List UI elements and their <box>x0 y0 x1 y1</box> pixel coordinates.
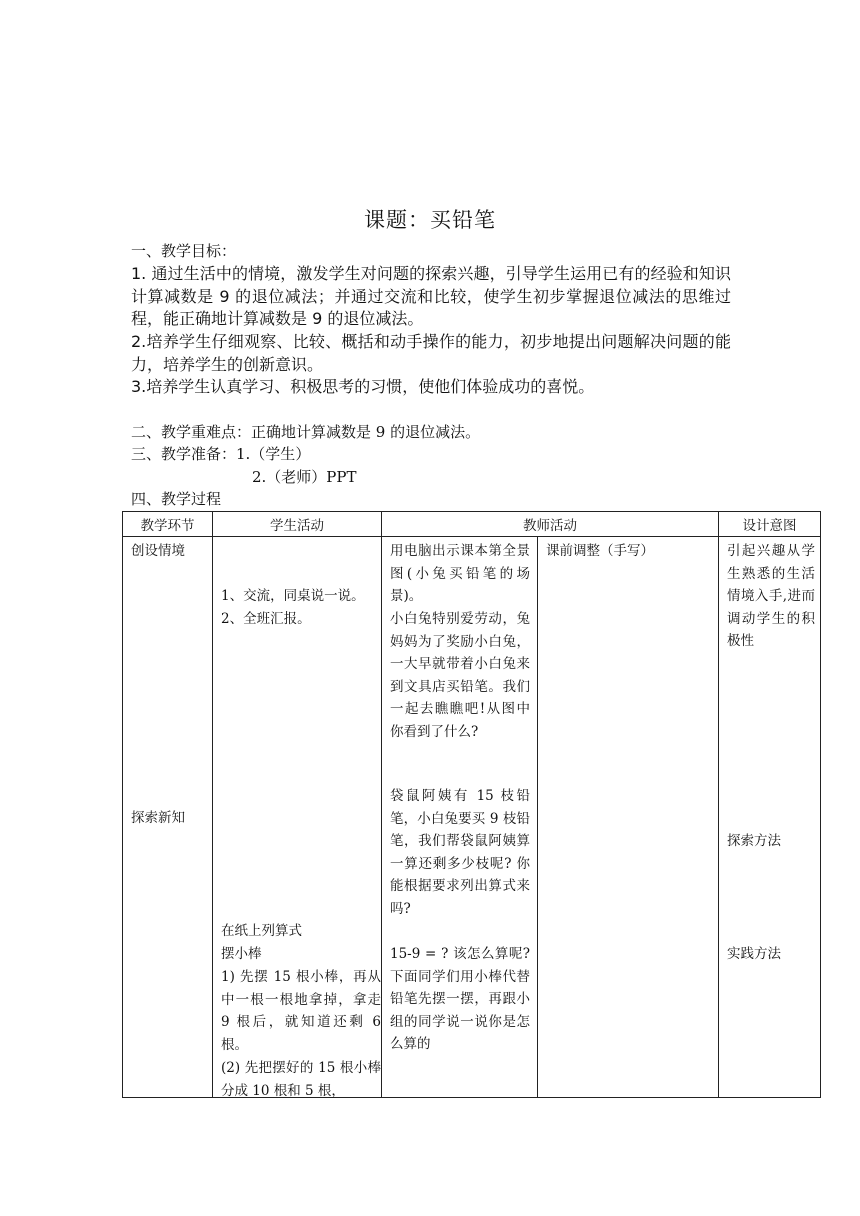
stage-create-scene: 创设情境 <box>131 543 185 559</box>
teacher-cell <box>382 537 538 1098</box>
preparation-teacher: 2.（老师）PPT <box>252 468 357 486</box>
page-title: 课题：买铅笔 <box>364 208 496 232</box>
student-cell <box>213 537 382 1098</box>
student-activity-4: 摆小棒 <box>221 946 262 962</box>
adjust-cell <box>538 537 719 1098</box>
student-activity-6: (2) 先把摆好的 15 根小棒分成 10 根和 5 根， <box>221 1060 381 1099</box>
header-teacher: 教师活动 <box>382 512 719 537</box>
process-table <box>122 511 821 1098</box>
teacher-activity-1: 用电脑出示课本第全景图(小兔买铅笔的场景)。 <box>390 543 530 605</box>
student-activity-3: 在纸上列算式 <box>221 923 302 939</box>
design-intent-3: 实践方法 <box>727 946 781 962</box>
design-cell <box>719 537 821 1098</box>
teacher-activity-2: 小白兔特别爱劳动，兔妈妈为了奖励小白兔，一大早就带着小白兔来到文具店买铅笔。我们一起去瞧瞧吧!从图中你看到了什么? <box>390 611 530 740</box>
header-student: 学生活动 <box>213 512 382 537</box>
table-header-row <box>123 512 821 537</box>
goal-1: 1. 通过生活中的情境，激发学生对问题的探索兴趣，引导学生运用已有的经验和知识计算减数是 9 的退位减法；并通过交流和比较，使学生初步掌握退位减法的思维过程，能正确地计算减数是 9 的退位减法。 <box>131 264 731 328</box>
preparation: 三、教学准备：1.（学生） <box>131 445 311 463</box>
table-row <box>123 537 821 1098</box>
pre-class-adjustment: 课前调整（手写） <box>546 543 654 559</box>
stage-cell <box>123 537 213 1098</box>
student-activity-5: 1) 先摆 15 根小棒，再从中一根一根地拿掉，拿走 9 根后，就知道还剩 6 根。 <box>221 969 381 1053</box>
goal-3: 3.培养学生认真学习、积极思考的习惯，使他们体验成功的喜悦。 <box>131 377 595 396</box>
header-stage: 教学环节 <box>123 512 213 537</box>
student-activity-2: 2、全班汇报。 <box>221 611 311 627</box>
goal-2: 2.培养学生仔细观察、比较、概括和动手操作的能力，初步地提出问题解决问题的能力，培养学生的创新意识。 <box>131 332 731 374</box>
student-activity-1: 1、交流，同桌说一说。 <box>221 588 365 604</box>
process-heading: 四、教学过程 <box>131 490 222 508</box>
key-point: 二、教学重难点：正确地计算减数是 9 的退位减法。 <box>131 423 481 441</box>
header-design: 设计意图 <box>719 512 821 537</box>
stage-explore: 探索新知 <box>131 810 185 826</box>
design-intent-2: 探索方法 <box>727 833 781 849</box>
design-intent-1: 引起兴趣从学生熟悉的生活情境入手,进而调动学生的积极性 <box>727 543 815 650</box>
teacher-activity-3: 袋鼠阿姨有 15 枝铅笔，小白兔要买 9 枝铅笔，我们帮袋鼠阿姨算一算还剩多少枝呢? 你能根据要求列出算式来吗? <box>390 788 530 917</box>
goals-heading: 一、教学目标： <box>131 242 237 260</box>
teacher-activity-4: 15-9 = ? 该怎么算呢?下面同学们用小棒代替铅笔先摆一摆，再跟小组的同学说一说你是怎么算的 <box>390 946 530 1053</box>
